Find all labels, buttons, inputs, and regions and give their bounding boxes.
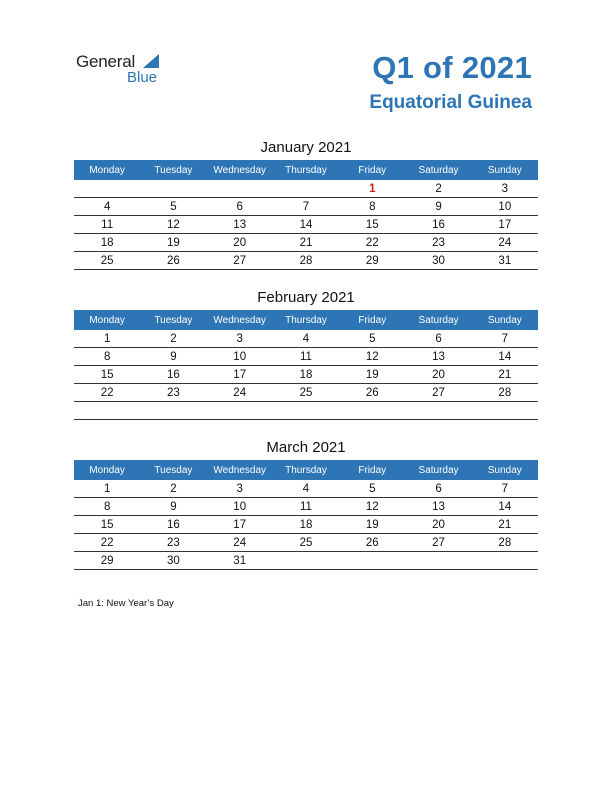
month-calendar-february <box>74 287 538 420</box>
week-row <box>74 216 538 234</box>
week-row <box>74 498 538 516</box>
week-row <box>74 180 538 198</box>
day-cell: 16 <box>167 518 180 531</box>
day-cell: 5 <box>170 200 177 213</box>
week-row <box>74 480 538 498</box>
day-cell: 29 <box>100 554 114 567</box>
day-cell: 2 <box>170 332 177 345</box>
day-cell: 8 <box>369 200 376 213</box>
day-cell: 9 <box>170 350 177 363</box>
day-cell: 7 <box>302 200 310 213</box>
day-cell: 24 <box>498 236 512 249</box>
day-cell: 31 <box>498 254 512 267</box>
day-cell: 9 <box>170 500 177 513</box>
day-cell: 7 <box>501 482 509 495</box>
weekday-label: Sunday <box>487 464 522 476</box>
weekday-label: Sunday <box>487 164 522 176</box>
day-cell: 14 <box>498 500 512 513</box>
weekday-label: Monday <box>89 314 125 326</box>
month-calendar-january <box>74 137 538 270</box>
day-cell: 28 <box>498 536 512 549</box>
day-cell: 16 <box>167 368 180 381</box>
month-calendar-march <box>74 437 538 570</box>
day-cell: 22 <box>100 386 114 399</box>
day-cell: 19 <box>365 518 379 531</box>
day-cell: 8 <box>103 350 111 363</box>
day-cell: 15 <box>100 518 114 531</box>
week-row <box>74 366 538 384</box>
weekday-header-row <box>74 160 538 180</box>
brand-logo <box>76 52 176 92</box>
day-cell: 26 <box>167 254 180 267</box>
day-cell: 4 <box>302 482 310 495</box>
day-cell: 21 <box>498 518 512 531</box>
week-row <box>74 348 538 366</box>
day-cell: 19 <box>365 368 379 381</box>
day-cell: 9 <box>435 200 442 213</box>
weekday-label: Friday <box>358 464 387 476</box>
week-row <box>74 402 538 420</box>
day-cell: 20 <box>432 518 445 531</box>
day-cell: 29 <box>365 254 379 267</box>
weekday-label: Saturday <box>418 314 459 326</box>
month-title: March 2021 <box>266 439 346 456</box>
week-row <box>74 516 538 534</box>
day-cell: 3 <box>501 182 509 195</box>
day-cell: 26 <box>365 386 379 399</box>
day-cell: 1 <box>103 482 111 495</box>
week-row <box>74 552 538 570</box>
day-cell: 18 <box>299 368 313 381</box>
weekday-header-row <box>74 460 538 480</box>
weekday-label: Saturday <box>418 464 459 476</box>
holiday-note: Jan 1: New Year’s Day <box>78 598 174 609</box>
day-cell: 2 <box>170 482 177 495</box>
day-cell: 6 <box>435 332 442 345</box>
day-cell: 14 <box>498 350 512 363</box>
logo-word-general: General <box>76 52 136 71</box>
week-row <box>74 234 538 252</box>
week-row <box>74 384 538 402</box>
day-cell: 13 <box>233 218 247 231</box>
day-cell: 2 <box>435 182 442 195</box>
weekday-label: Thursday <box>285 314 327 326</box>
day-cell: 27 <box>432 536 445 549</box>
day-cell: 27 <box>432 386 445 399</box>
day-cell: 12 <box>167 218 180 231</box>
logo-flag-icon <box>143 54 159 68</box>
day-cell: 21 <box>498 368 512 381</box>
day-cell: 4 <box>302 332 310 345</box>
day-cell: 3 <box>236 332 243 345</box>
day-cell: 25 <box>299 536 313 549</box>
day-cell: 30 <box>167 554 180 567</box>
week-row <box>74 330 538 348</box>
page-title: Q1 of 2021 <box>372 50 532 85</box>
day-cell: 25 <box>100 254 114 267</box>
country-subtitle: Equatorial Guinea <box>369 92 532 113</box>
weekday-label: Thursday <box>285 164 327 176</box>
day-cell: 28 <box>299 254 313 267</box>
day-cell: 4 <box>103 200 111 213</box>
day-cell: 7 <box>501 332 509 345</box>
day-cell: 16 <box>432 218 445 231</box>
logo-word-blue: Blue <box>127 69 158 86</box>
weekday-label: Wednesday <box>213 314 267 326</box>
day-cell: 1 <box>103 332 111 345</box>
day-cell: 27 <box>233 254 247 267</box>
day-cell: 31 <box>233 554 247 567</box>
day-cell: 6 <box>236 200 243 213</box>
day-cell: 17 <box>233 368 247 381</box>
day-cell: 22 <box>365 236 379 249</box>
day-cell: 14 <box>299 218 313 231</box>
day-cell: 30 <box>432 254 445 267</box>
day-cell: 21 <box>299 236 313 249</box>
weekday-label: Friday <box>358 314 387 326</box>
day-cell: 28 <box>498 386 512 399</box>
weekday-label: Monday <box>89 164 125 176</box>
day-cell: 6 <box>435 482 442 495</box>
day-cell-holiday: 1 <box>369 182 376 195</box>
day-cell: 11 <box>300 350 312 363</box>
day-cell: 26 <box>365 536 379 549</box>
day-cell: 23 <box>167 536 180 549</box>
day-cell: 15 <box>365 218 379 231</box>
day-cell: 10 <box>498 200 512 213</box>
day-cell: 24 <box>233 386 247 399</box>
day-cell: 11 <box>300 500 312 513</box>
weekday-label: Saturday <box>418 164 459 176</box>
day-cell: 19 <box>167 236 180 249</box>
weekday-label: Tuesday <box>154 164 193 176</box>
day-cell: 18 <box>100 236 114 249</box>
weekday-label: Tuesday <box>154 464 193 476</box>
day-cell: 11 <box>101 218 114 231</box>
month-title: January 2021 <box>260 139 352 156</box>
weekday-label: Friday <box>358 164 387 176</box>
week-row <box>74 252 538 270</box>
day-cell: 17 <box>498 218 512 231</box>
day-cell: 5 <box>369 332 376 345</box>
day-cell: 23 <box>432 236 445 249</box>
day-cell: 10 <box>233 350 247 363</box>
weekday-label: Sunday <box>487 314 522 326</box>
weekday-label: Wednesday <box>213 164 267 176</box>
weekday-label: Tuesday <box>154 314 193 326</box>
day-cell: 20 <box>432 368 445 381</box>
day-cell: 12 <box>365 350 379 363</box>
day-cell: 12 <box>365 500 379 513</box>
weekday-label: Monday <box>89 464 125 476</box>
day-cell: 15 <box>100 368 114 381</box>
day-cell: 20 <box>233 236 247 249</box>
week-row <box>74 534 538 552</box>
day-cell: 8 <box>103 500 111 513</box>
day-cell: 13 <box>432 350 445 363</box>
week-row <box>74 198 538 216</box>
day-cell: 3 <box>236 482 243 495</box>
day-cell: 10 <box>233 500 247 513</box>
day-cell: 23 <box>167 386 180 399</box>
day-cell: 17 <box>233 518 247 531</box>
weekday-label: Wednesday <box>213 464 267 476</box>
month-title: February 2021 <box>257 289 355 306</box>
weekday-header-row <box>74 310 538 330</box>
day-cell: 5 <box>369 482 376 495</box>
weekday-label: Thursday <box>285 464 327 476</box>
day-cell: 18 <box>299 518 313 531</box>
day-cell: 25 <box>299 386 313 399</box>
day-cell: 13 <box>432 500 445 513</box>
day-cell: 22 <box>100 536 114 549</box>
day-cell: 24 <box>233 536 247 549</box>
